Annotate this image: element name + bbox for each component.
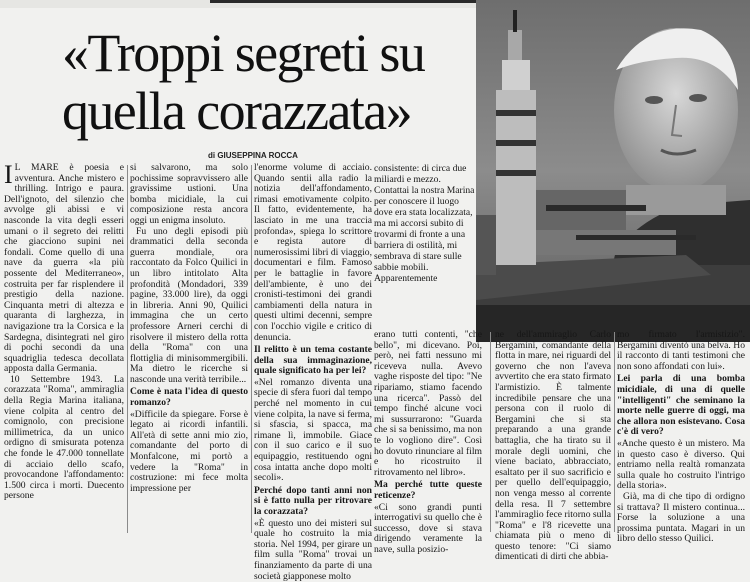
drop-cap: I bbox=[4, 160, 13, 189]
byline: di GIUSEPPINA ROCCA bbox=[208, 151, 298, 160]
interview-question: Il relitto è un tema costante della sua immaginazione, quale significato ha per lei? bbox=[254, 344, 372, 377]
article-paragraph: 10 Settembre 1943. La corazzata "Roma", ammiraglia della Regia Marina italiana, viene colpita al centro del comignolo, con precisione millimetrica, da un unico ordigno di smisurata potenza che fonde le 47.000 tonnellate di acciaio dello scafo, provocandone l'affondamento: 1.500 circa i morti. Duecento persone bbox=[4, 373, 124, 502]
article-paragraph: ne dell'ammiraglio Carlo Bergamini, comandante della flotta in mare, nei riguardi del governo che non l'aveva avvertito che era stato firmato l'armistizio. È talmente incredibile pensare che una persona con il ruolo di Bergamini che si sta preparando a una grande battaglia, che ha tirato su il morale degli uomini, che viene baciato, abbracciato, esaltato per il suo sacrificio e per quello dell'equipaggio, non venga messo al corrente della resa. Il 7 settembre l'ammiraglio fece ritorno sulla "Roma" e l'8 ricevette una chiamata più o meno di questo tenore: "Ci siamo dimenticati di dirti che abbia- bbox=[495, 329, 612, 563]
article-paragraph: «Anche questo è un mistero. Ma in questo caso è diverso. Qui entriamo nella realtà romanzata sulla quale ho costruito l'intrigo della storia». bbox=[617, 437, 745, 492]
article-paragraph: Già, ma di che tipo di ordigno si trattava? Il mistero continua... Forse la soluzione a una prossima puntata. Magari in un libro dello stesso Quilici. bbox=[617, 490, 745, 545]
article-paragraph: l'enorme volume di acciaio. Quando sentii alla radio la notizia dell'affondamento, rimasi emotivamente colpito. Il fatto, evidentemente, ha lasciato in me una traccia profonda», spiega lo scrittore e regista autore di numerosissimi libri di viaggio, documentari e film. Famoso per le battaglie in favore dell'ambiente, è uno dei cronisti-testimoni dei grandi cambiamenti della natura in questi ultimi decenni, sempre con l'occhio vigile e critico di denuncia. bbox=[254, 162, 372, 343]
article-column-1 bbox=[4, 160, 124, 536]
article-column-2 bbox=[130, 163, 248, 536]
article-column-3 bbox=[254, 162, 372, 582]
article-paragraph: Fu uno degli episodi più drammatici della seconda guerra mondiale, ora raccontato da Folco Quilici in un libro intitolato Alta profondità (Mondadori, 339 pagine, 33.000 lire), da oggi in libreria. Anni 90, Quilici immagina che un certo professore Arneri cerchi di risolvere il mistero della rotta della "Roma" con una flottiglia di minisommergibili. Ma dietro le ricerche si nasconde una verità terribile... bbox=[130, 225, 248, 385]
interview-question: Perché dopo tanti anni non si è fatto nulla per ritrovare la corazzata? bbox=[254, 484, 372, 517]
article-paragraph: consistente: di circa due miliardi e mezzo. Contattai la nostra Marina per conoscere il luogo dove era stata localizzata, ma mi accorsi subito di trovarmi di fronte a una barriera di ostilità, mi sembrava di stare sulle sabbie mobili. Apparentemente bbox=[374, 163, 475, 284]
photo-illustration-icon bbox=[476, 0, 750, 342]
article-paragraph: «Ci sono grandi punti interrogativi su quello che è successo, dove si stava dirigendo veramente la nave, sulla posizio- bbox=[374, 501, 482, 555]
article-paragraph: «Nel romanzo diventa una specie di sfera fuori dal tempo perché nel momento in cui viene colpita, la nave si ferma, si sfascia, si spacca, ma rimane lì, immobile. Giace con il suo carico e il suo equipaggio, restituendo ogni cosa intatta anche dopo molti secoli». bbox=[254, 376, 372, 484]
column-divider bbox=[614, 332, 615, 532]
article-column-6 bbox=[495, 329, 612, 563]
headline: «Troppi segreti su quella corazzata» bbox=[62, 23, 425, 141]
interview-question: Lei parla di una bomba micidiale, di una di quelle "intelligenti" che seminano la morte nelle guerre di oggi, ma che allora non esistevano. Cosa c'è di vero? bbox=[617, 373, 745, 438]
battleship-model-photo bbox=[476, 0, 750, 342]
article-paragraph: «Difficile da spiegare. Forse è legato ai ricordi infantili. All'età di sette anni mio zio, comandante del porto di Monfalcone, mi portò a vedere la "Roma" in costruzione: mi fece molta impressione per bbox=[130, 408, 248, 494]
article-paragraph: mo firmato l'armistizio". Bergamini diventò una belva. Ho il racconto di tanti testimoni che non sono affondati con lui». bbox=[617, 329, 745, 372]
column-divider bbox=[127, 165, 128, 533]
article-paragraph: I L MARE è poesia e avventura. Anche mistero e thrilling. Intrigo e paura. Dell'ignoto, del silenzio che avvolge gli abissi e vi nasconde la vita degli esseri umani o il segreto dei relitti che giacciono supini nei fondali. Come quello di una nave da guerra «la più possente del Mediterraneo», costruita per far risplendere il prestigio della nazione. Cinquanta metri di altezza e quaranta di larghezza, in navigazione tra la Corsica e la Sardegna, disintegrati nel giro di pochi secondi da una squadriglia tedesca decollata apposta dalla Germania. bbox=[4, 160, 124, 375]
article-paragraph: «È questo uno dei misteri sul quale ho costruito la mia storia. Nel 1994, per girare un film sulla "Roma" trovai un finanziamento da parte di una società giapponese molto bbox=[254, 517, 372, 582]
article-paragraph: si salvarono, ma solo pochissime sopravvissero alle gravissime ustioni. Una bomba micidiale, la cui composizione resta ancora oggi un enigma insoluto. bbox=[130, 162, 248, 226]
interview-question: Ma perché tutte queste reticenze? bbox=[374, 479, 482, 501]
column-divider bbox=[251, 165, 252, 533]
article-column-5 bbox=[374, 329, 482, 555]
interview-question: Come è nata l'idea di questo romanzo? bbox=[130, 386, 248, 409]
article-paragraph: erano tutti contenti, "che bello", mi dicevano. Poi, però, nei fatti nessuno mi riceveva nulla. Avevo vaghe risposte del tipo: "Ne ripariamo, stiamo facendo una ricerca". Passò del tempo finché alcune voci mi sussurrarono: "Guarda che si sa benissimo, ma non te lo vogliono dire". Così ho dovuto rinunciare al film e ho ricostruito il ritrovamento nel libro». bbox=[374, 329, 482, 478]
article-column-4 bbox=[374, 163, 476, 323]
column-divider bbox=[490, 332, 491, 532]
article-column-7 bbox=[617, 329, 745, 545]
